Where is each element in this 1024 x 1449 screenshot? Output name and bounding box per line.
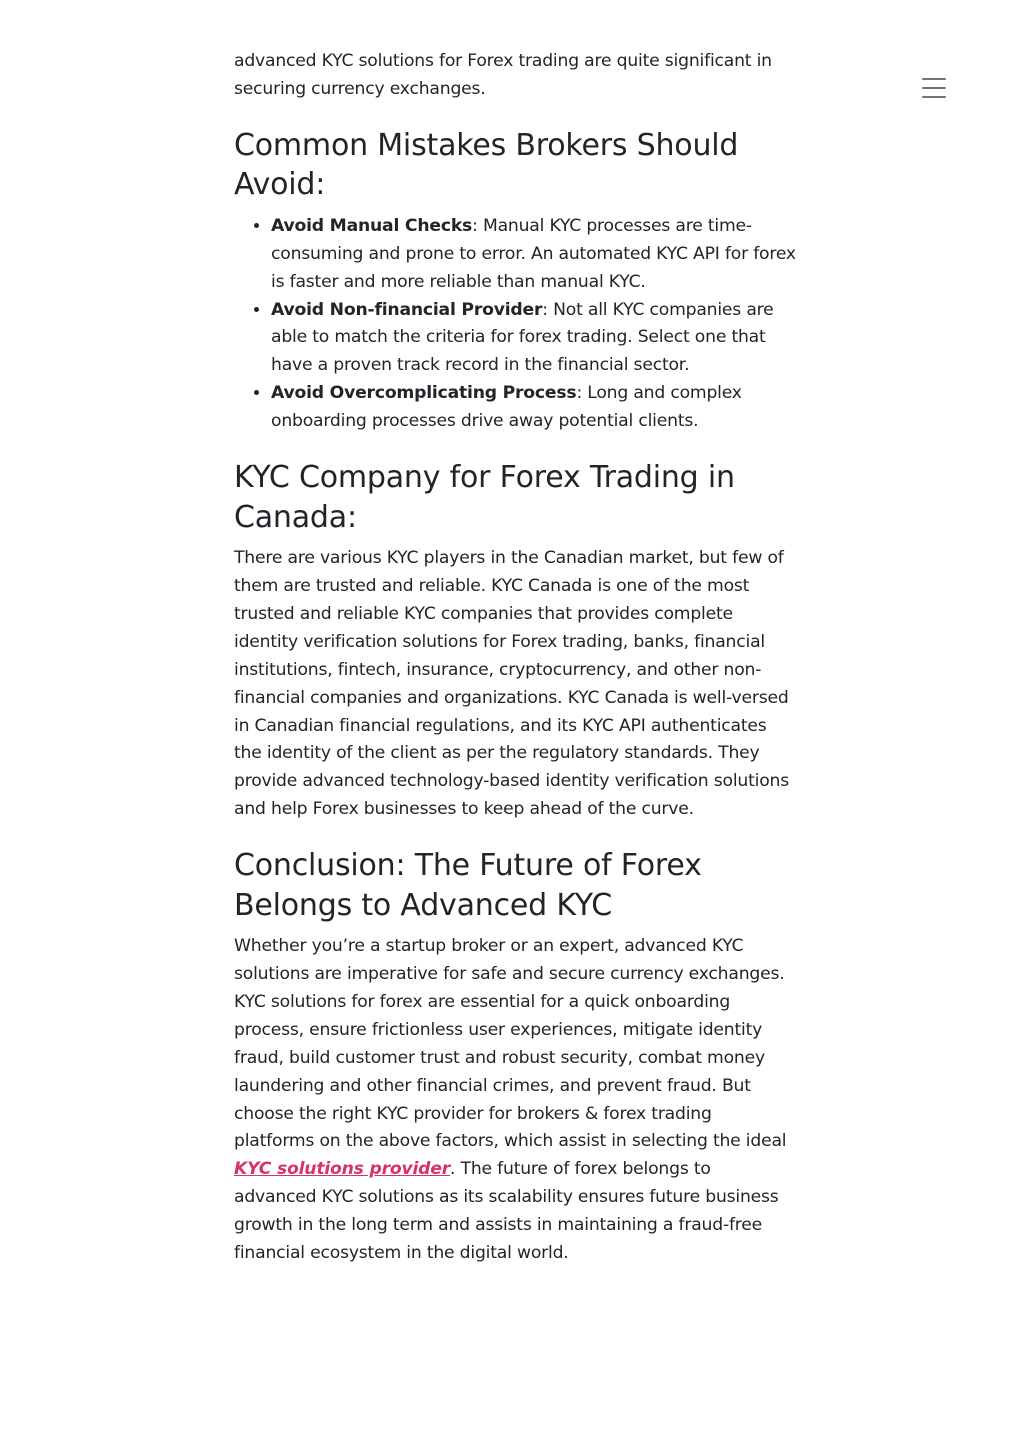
- list-item-text: : Long and complex onboarding processes drive away potential clients.: [271, 383, 742, 432]
- kyc-solutions-provider-link[interactable]: KYC solutions provider: [234, 1159, 450, 1180]
- conclusion-paragraph: [234, 933, 796, 1268]
- canada-paragraph: There are various KYC players in the Canadian market, but few of them are trusted and reliable. KYC Canada is one of the most trusted and reliable KYC companies that provides complete identity verification solutions for Forex trading, banks, financial institutions, fintech, insurance, cryptocurrency, and other non-financial companies and organizations. KYC Canada is well-versed in Canadian financial regulations, and its KYC API authenticates the identity of the client as per the regulatory standards. They provide advanced technology-based identity verification solutions and help Forex businesses to keep ahead of the curve.: [234, 548, 789, 820]
- list-item: [271, 297, 796, 381]
- conclusion-heading: Conclusion: The Future of Forex Belongs to Advanced KYC: [234, 848, 702, 923]
- mistakes-heading: Common Mistakes Brokers Should Avoid:: [234, 127, 739, 203]
- mistakes-list: [234, 213, 796, 436]
- list-item-title: Avoid Manual Checks: [271, 215, 473, 236]
- menu-icon-bar-middle: [922, 87, 946, 89]
- list-item-title: Avoid Non-financial Provider: [271, 299, 543, 320]
- list-item-text: : Not all KYC companies are able to match the criteria for forex trading. Select one that have a proven track record in the financial sector.: [271, 299, 774, 376]
- intro-paragraph: advanced KYC solutions for Forex trading are quite significant in securing currency exchanges.: [234, 51, 772, 99]
- hamburger-menu-icon[interactable]: [922, 77, 948, 101]
- conclusion-text-before: Whether you’re a startup broker or an expert, advanced KYC solutions are imperative for safe and secure currency exchanges. KYC solutions for forex are essential for a quick onboarding process, ensure frictionless user experiences, mitigate identity fraud, build customer trust and robust security, combat money laundering and other financial crimes, and prevent fraud. But choose the right KYC provider for brokers & forex trading platforms on the above factors, which assist in selecting the ideal: [234, 936, 787, 1152]
- article-body: [234, 48, 796, 1268]
- menu-icon-bar-bottom: [922, 96, 946, 98]
- canada-heading: KYC Company for Forex Trading in Canada:: [234, 460, 735, 535]
- conclusion-text-after: . The future of forex belongs to advanced KYC solutions as its scalability ensures future business growth in the long term and assists in maintaining a fraud-free financial ecosystem in the digital world.: [234, 1159, 779, 1264]
- list-item-text: : Manual KYC processes are time-consuming and prone to error. An automated KYC API for forex is faster and more reliable than manual KYC.: [271, 215, 796, 292]
- list-item: [271, 380, 796, 436]
- menu-icon-bar-top: [922, 78, 946, 80]
- list-item-title: Avoid Overcomplicating Process: [271, 383, 577, 404]
- list-item: [271, 213, 796, 297]
